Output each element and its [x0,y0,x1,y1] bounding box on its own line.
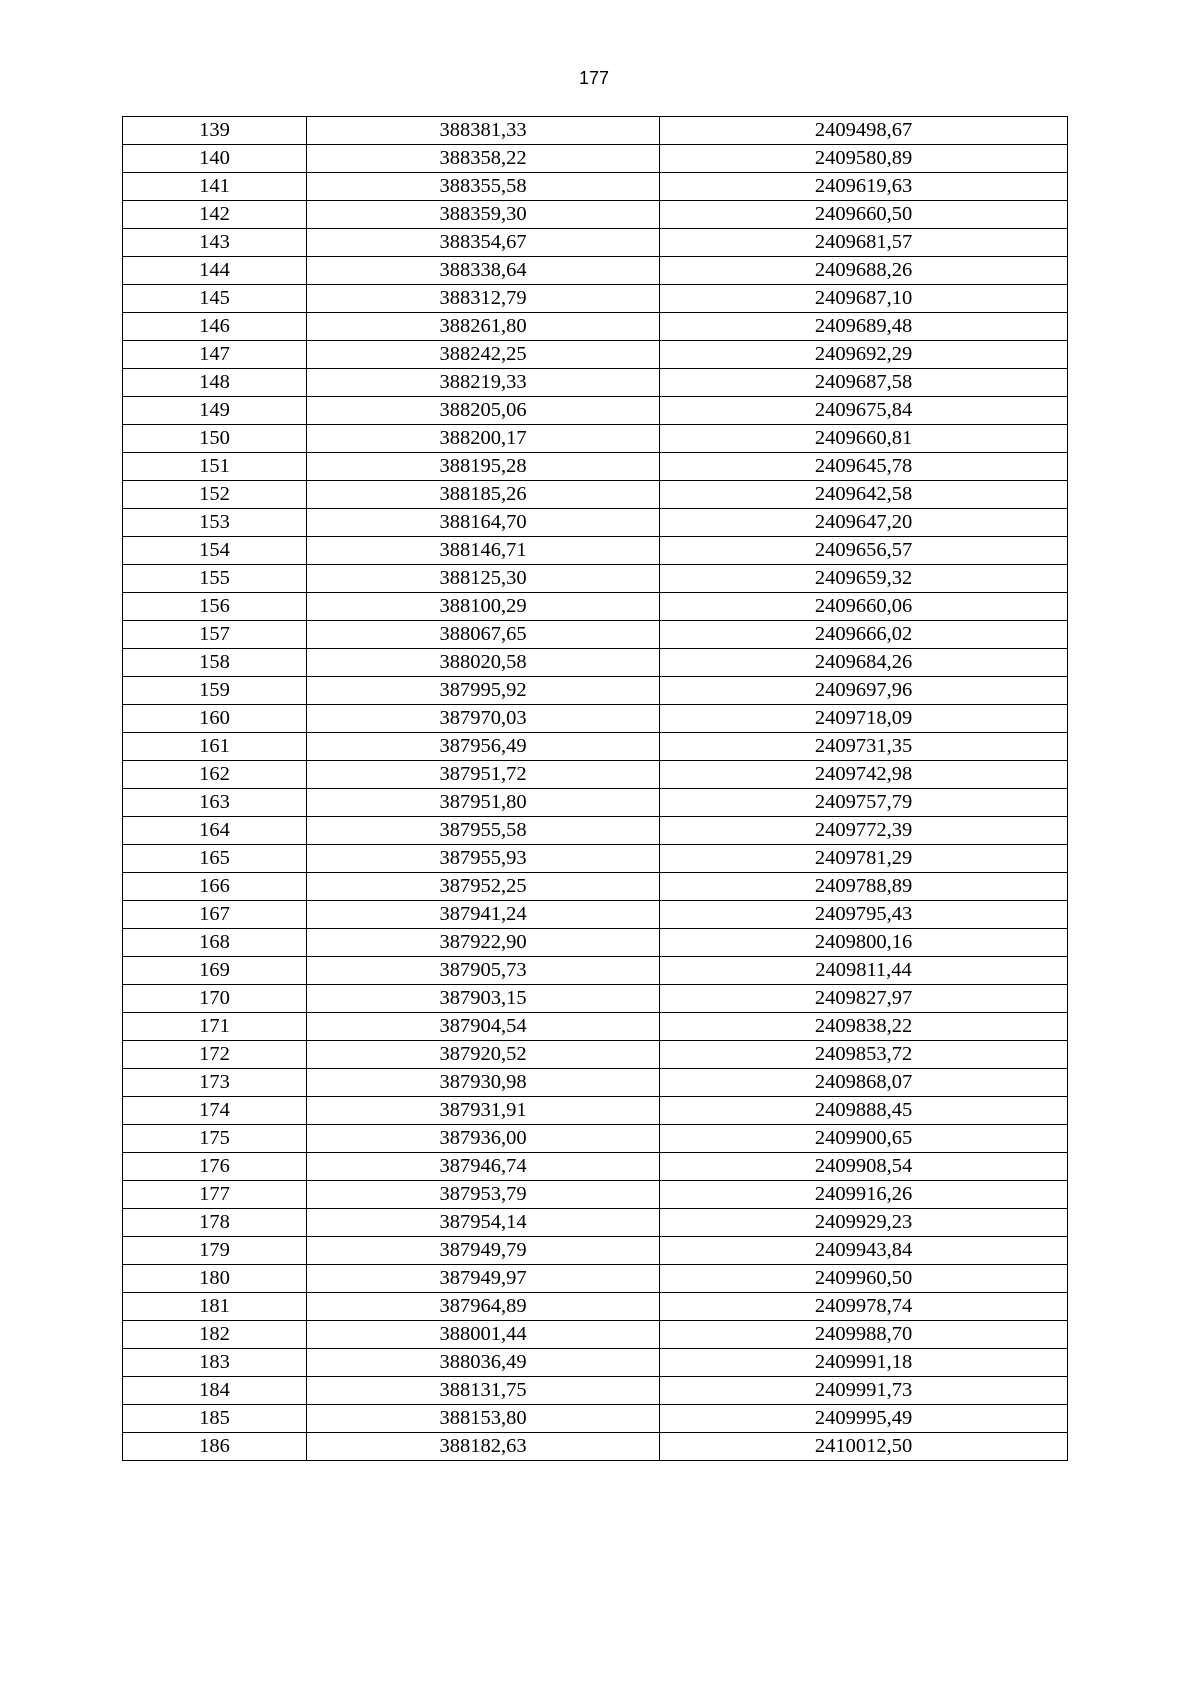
table-row [123,593,1068,621]
table-row [123,621,1068,649]
first-value-cell: 387904,54 [307,1013,660,1041]
row-number-cell: 154 [123,537,307,565]
second-value-cell: 2409656,57 [660,537,1068,565]
row-number-cell: 183 [123,1349,307,1377]
row-number-cell: 144 [123,257,307,285]
first-value-cell: 387952,25 [307,873,660,901]
first-value-cell: 388195,28 [307,453,660,481]
first-value-cell: 387995,92 [307,677,660,705]
row-number-cell: 139 [123,117,307,145]
second-value-cell: 2409619,63 [660,173,1068,201]
first-value-cell: 388219,33 [307,369,660,397]
table-row [123,1321,1068,1349]
row-number-cell: 155 [123,565,307,593]
second-value-cell: 2409718,09 [660,705,1068,733]
table-row [123,425,1068,453]
row-number-cell: 168 [123,929,307,957]
second-value-cell: 2409681,57 [660,229,1068,257]
first-value-cell: 387953,79 [307,1181,660,1209]
second-value-cell: 2409788,89 [660,873,1068,901]
row-number-cell: 181 [123,1293,307,1321]
first-value-cell: 388354,67 [307,229,660,257]
table-row [123,1237,1068,1265]
second-value-cell: 2409498,67 [660,117,1068,145]
table-row [123,845,1068,873]
second-value-cell: 2409929,23 [660,1209,1068,1237]
second-value-cell: 2409995,49 [660,1405,1068,1433]
row-number-cell: 161 [123,733,307,761]
table-row [123,201,1068,229]
coordinates-table [122,116,1068,1461]
first-value-cell: 387936,00 [307,1125,660,1153]
table-row [123,1125,1068,1153]
first-value-cell: 388242,25 [307,341,660,369]
second-value-cell: 2409688,26 [660,257,1068,285]
row-number-cell: 145 [123,285,307,313]
first-value-cell: 388338,64 [307,257,660,285]
row-number-cell: 178 [123,1209,307,1237]
row-number-cell: 153 [123,509,307,537]
table-row [123,229,1068,257]
first-value-cell: 388185,26 [307,481,660,509]
row-number-cell: 146 [123,313,307,341]
table-row [123,509,1068,537]
second-value-cell: 2409687,10 [660,285,1068,313]
row-number-cell: 186 [123,1433,307,1461]
row-number-cell: 170 [123,985,307,1013]
second-value-cell: 2409666,02 [660,621,1068,649]
first-value-cell: 387903,15 [307,985,660,1013]
first-value-cell: 387955,58 [307,817,660,845]
table-row [123,985,1068,1013]
second-value-cell: 2409692,29 [660,341,1068,369]
table-row [123,1349,1068,1377]
row-number-cell: 159 [123,677,307,705]
coordinates-table-body [123,117,1068,1461]
first-value-cell: 387922,90 [307,929,660,957]
row-number-cell: 166 [123,873,307,901]
row-number-cell: 182 [123,1321,307,1349]
table-row [123,481,1068,509]
row-number-cell: 167 [123,901,307,929]
second-value-cell: 2409645,78 [660,453,1068,481]
page-number: 177 [578,68,610,88]
first-value-cell: 388153,80 [307,1405,660,1433]
row-number-cell: 164 [123,817,307,845]
second-value-cell: 2409675,84 [660,397,1068,425]
second-value-cell: 2409811,44 [660,957,1068,985]
second-value-cell: 2409742,98 [660,761,1068,789]
first-value-cell: 387956,49 [307,733,660,761]
first-value-cell: 388067,65 [307,621,660,649]
table-row [123,957,1068,985]
second-value-cell: 2409827,97 [660,985,1068,1013]
first-value-cell: 388182,63 [307,1433,660,1461]
table-row [123,873,1068,901]
second-value-cell: 2409687,58 [660,369,1068,397]
second-value-cell: 2409838,22 [660,1013,1068,1041]
table-row [123,1209,1068,1237]
first-value-cell: 387954,14 [307,1209,660,1237]
second-value-cell: 2409781,29 [660,845,1068,873]
table-row [123,117,1068,145]
second-value-cell: 2409697,96 [660,677,1068,705]
first-value-cell: 388381,33 [307,117,660,145]
row-number-cell: 157 [123,621,307,649]
first-value-cell: 388100,29 [307,593,660,621]
second-value-cell: 2409888,45 [660,1097,1068,1125]
table-row [123,145,1068,173]
table-row [123,929,1068,957]
first-value-cell: 388261,80 [307,313,660,341]
table-row [123,257,1068,285]
table-row [123,1181,1068,1209]
second-value-cell: 2409795,43 [660,901,1068,929]
row-number-cell: 185 [123,1405,307,1433]
first-value-cell: 387955,93 [307,845,660,873]
second-value-cell: 2409908,54 [660,1153,1068,1181]
table-row [123,173,1068,201]
row-number-cell: 143 [123,229,307,257]
row-number-cell: 173 [123,1069,307,1097]
table-row [123,1377,1068,1405]
row-number-cell: 152 [123,481,307,509]
table-row [123,1433,1068,1461]
second-value-cell: 2410012,50 [660,1433,1068,1461]
table-row [123,1265,1068,1293]
table-row [123,1013,1068,1041]
row-number-cell: 176 [123,1153,307,1181]
first-value-cell: 387951,72 [307,761,660,789]
row-number-cell: 142 [123,201,307,229]
table-row [123,1153,1068,1181]
second-value-cell: 2409660,50 [660,201,1068,229]
table-row [123,285,1068,313]
second-value-cell: 2409772,39 [660,817,1068,845]
first-value-cell: 388358,22 [307,145,660,173]
table-row [123,369,1068,397]
first-value-cell: 387964,89 [307,1293,660,1321]
row-number-cell: 140 [123,145,307,173]
second-value-cell: 2409960,50 [660,1265,1068,1293]
row-number-cell: 180 [123,1265,307,1293]
row-number-cell: 158 [123,649,307,677]
first-value-cell: 388001,44 [307,1321,660,1349]
second-value-cell: 2409900,65 [660,1125,1068,1153]
row-number-cell: 184 [123,1377,307,1405]
first-value-cell: 388020,58 [307,649,660,677]
first-value-cell: 388125,30 [307,565,660,593]
row-number-cell: 150 [123,425,307,453]
row-number-cell: 147 [123,341,307,369]
second-value-cell: 2409647,20 [660,509,1068,537]
row-number-cell: 149 [123,397,307,425]
row-number-cell: 174 [123,1097,307,1125]
first-value-cell: 387949,97 [307,1265,660,1293]
first-value-cell: 388036,49 [307,1349,660,1377]
first-value-cell: 387951,80 [307,789,660,817]
table-row [123,1097,1068,1125]
row-number-cell: 169 [123,957,307,985]
second-value-cell: 2409853,72 [660,1041,1068,1069]
row-number-cell: 148 [123,369,307,397]
second-value-cell: 2409978,74 [660,1293,1068,1321]
table-row [123,901,1068,929]
first-value-cell: 388355,58 [307,173,660,201]
row-number-cell: 151 [123,453,307,481]
table-row [123,1293,1068,1321]
table-row [123,1041,1068,1069]
row-number-cell: 177 [123,1181,307,1209]
first-value-cell: 387946,74 [307,1153,660,1181]
second-value-cell: 2409660,81 [660,425,1068,453]
second-value-cell: 2409757,79 [660,789,1068,817]
table-row [123,649,1068,677]
table-row [123,565,1068,593]
first-value-cell: 388164,70 [307,509,660,537]
second-value-cell: 2409988,70 [660,1321,1068,1349]
second-value-cell: 2409642,58 [660,481,1068,509]
second-value-cell: 2409800,16 [660,929,1068,957]
table-row [123,705,1068,733]
row-number-cell: 141 [123,173,307,201]
row-number-cell: 179 [123,1237,307,1265]
first-value-cell: 387931,91 [307,1097,660,1125]
second-value-cell: 2409580,89 [660,145,1068,173]
row-number-cell: 162 [123,761,307,789]
table-row [123,761,1068,789]
table-row [123,537,1068,565]
second-value-cell: 2409684,26 [660,649,1068,677]
first-value-cell: 388131,75 [307,1377,660,1405]
row-number-cell: 156 [123,593,307,621]
second-value-cell: 2409659,32 [660,565,1068,593]
table-row [123,313,1068,341]
first-value-cell: 387920,52 [307,1041,660,1069]
table-row [123,397,1068,425]
first-value-cell: 387905,73 [307,957,660,985]
second-value-cell: 2409991,18 [660,1349,1068,1377]
first-value-cell: 388146,71 [307,537,660,565]
first-value-cell: 388359,30 [307,201,660,229]
first-value-cell: 387949,79 [307,1237,660,1265]
second-value-cell: 2409868,07 [660,1069,1068,1097]
first-value-cell: 387941,24 [307,901,660,929]
table-row [123,677,1068,705]
second-value-cell: 2409660,06 [660,593,1068,621]
second-value-cell: 2409916,26 [660,1181,1068,1209]
row-number-cell: 172 [123,1041,307,1069]
first-value-cell: 387930,98 [307,1069,660,1097]
second-value-cell: 2409689,48 [660,313,1068,341]
first-value-cell: 387970,03 [307,705,660,733]
first-value-cell: 388200,17 [307,425,660,453]
table-row [123,733,1068,761]
table-row [123,817,1068,845]
second-value-cell: 2409943,84 [660,1237,1068,1265]
table-row [123,1405,1068,1433]
row-number-cell: 171 [123,1013,307,1041]
row-number-cell: 163 [123,789,307,817]
first-value-cell: 388312,79 [307,285,660,313]
row-number-cell: 175 [123,1125,307,1153]
table-row [123,341,1068,369]
table-row [123,453,1068,481]
second-value-cell: 2409991,73 [660,1377,1068,1405]
row-number-cell: 165 [123,845,307,873]
table-row [123,1069,1068,1097]
second-value-cell: 2409731,35 [660,733,1068,761]
first-value-cell: 388205,06 [307,397,660,425]
table-row [123,789,1068,817]
row-number-cell: 160 [123,705,307,733]
